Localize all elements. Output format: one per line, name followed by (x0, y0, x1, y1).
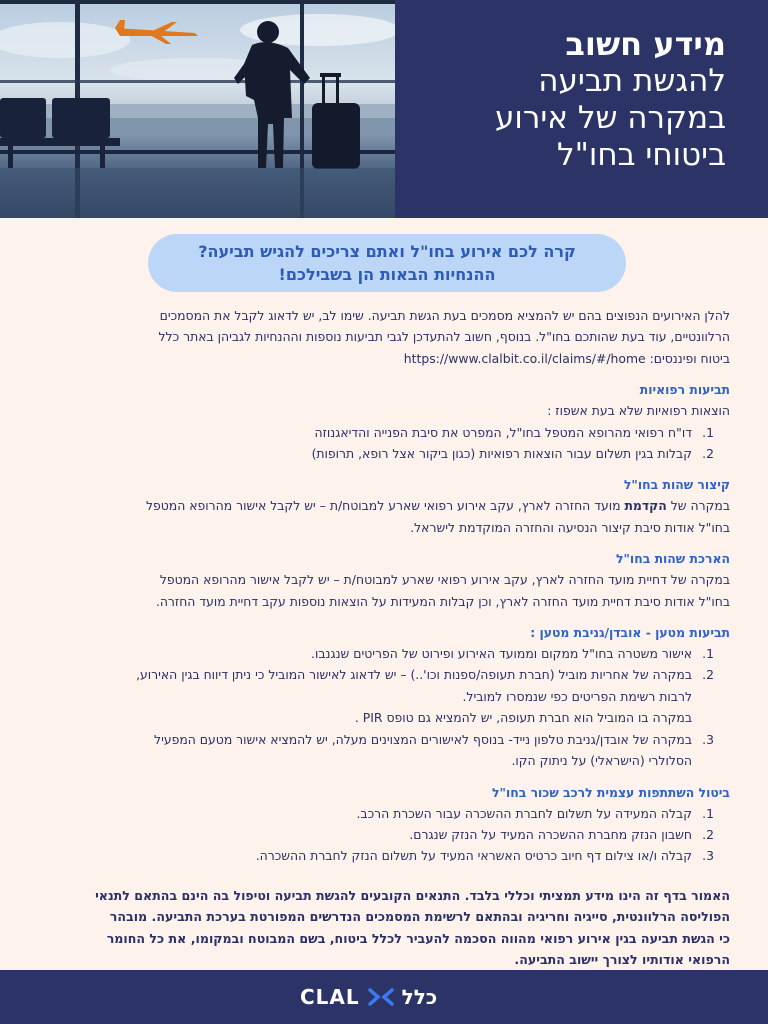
disclaimer-line: כי הגשת תביעה בגין אירוע רפואי מהווה הסכמה להעביר לכלל ביטוח, בשם המבוטח ובמקומו, את כל החומר (106, 930, 730, 946)
callout-line: קרה לכם אירוע בחו"ל ואתם צריכים להגיש תביעה? (198, 242, 576, 261)
list-item (38, 643, 730, 664)
emphasis-text: הקדמת (624, 498, 667, 514)
list-number: 1. (702, 805, 714, 821)
section-medical (38, 379, 730, 464)
airport-photo (0, 0, 395, 218)
callout-bubble (148, 234, 626, 292)
list-number: 1. (702, 424, 714, 440)
list-number: 2. (702, 446, 714, 462)
intro-link-line[interactable]: ביטוח ופיננסים: https://www.clalbit.co.il/claims/#/home (403, 350, 730, 366)
section-title: תביעות מטען - אובדן/גניבת מטען : (530, 625, 730, 641)
suitcase (312, 73, 360, 169)
section-body-line: בחו"ל אודות סיבת דחיית מועד החזרה לארץ, וכן קבלות המעידות על הוצאות נוספות עקב דחיית מועד החזרה. (155, 593, 730, 609)
list-item (38, 443, 730, 464)
disclaimer-line: הפוליסה הרלוונטית, סייגיה וחריגיה ובהתאם לרשימת המסמכים הנדרשים המפורטת בערכת התביעה. מובהר (109, 909, 730, 925)
section-title: ביטול השתתפות עצמית לרכב שכור בחו"ל (492, 784, 730, 800)
list-number: 2. (702, 667, 714, 683)
list-number: 2. (702, 826, 714, 842)
list-number: 1. (702, 646, 714, 662)
list-text: הסלולרי (הישראלי) על ניתוק הקו. (511, 753, 692, 769)
title-box (395, 0, 768, 218)
section-title: קיצור שהות בחו"ל (623, 477, 730, 493)
intro-paragraph (38, 305, 730, 369)
list-item (38, 664, 730, 707)
disclaimer-line: הרפואי אודותיו לצורך יישוב התביעה. (514, 951, 730, 967)
section-body-line: במקרה של דחיית מועד החזרה לארץ, עקב אירוע רפואי שארע למבוטח/ת – יש לקבל אישור מהרופא המטפל (159, 572, 730, 588)
list-text: חשבון הנזק מחברת ההשכרה המעיד על הנזק שנגרם. (409, 826, 692, 842)
footer (0, 970, 768, 1024)
car-list (38, 803, 730, 867)
section-extend-stay (38, 548, 730, 612)
logo-english-text: CLAL (300, 985, 360, 1009)
clal-logo (300, 985, 437, 1009)
section-body-line (38, 495, 730, 516)
list-item (38, 422, 730, 443)
header (0, 0, 768, 218)
main-content (38, 305, 730, 970)
list-item (38, 824, 730, 845)
list-text: קבלות בגין תשלום עבור הוצאות רפואיות (כגון ביקור אצל רופא, תרופות) (311, 446, 692, 462)
text-span: במקרה של (666, 498, 730, 514)
list-item (38, 729, 730, 772)
airport-illustration (0, 0, 395, 218)
list-number: 3. (702, 848, 714, 864)
callout-line: ההנחיות הבאות הן בשבילכם! (278, 265, 496, 284)
section-body-line: בחו"ל אודות סיבת קיצור הנסיעה והחזרה המוקדמת לישראל. (410, 519, 730, 535)
page-subtitle-line: במקרה של אירוע (494, 100, 726, 136)
logo-x-icon (368, 988, 394, 1006)
list-text: לרבות רשימת הפריטים כפי שנמסרו למוביל. (462, 688, 692, 704)
page-subtitle-line: להגשת תביעה (538, 63, 726, 99)
list-text: במקרה של אובדן/גניבת טלפון נייד- בנוסף לאישורים המצוינים מעלה, יש להמציא אישור מטעם המפעיל (154, 731, 692, 747)
intro-line: להלן האירועים הנפוצים בהם יש להמציא מסמכים בעת הגשת תביעה. שימו לב, יש לדאוג לקבל את המסמכים (159, 308, 730, 323)
section-baggage (38, 622, 730, 771)
list-text: במקרה של אחריות מוביל (חברת תעופה/ספנות וכו'..) – יש לדאוג לאישור המוביל כי ניתן דיווח בגין האירוע, (136, 667, 692, 683)
section-lead: הוצאות רפואיות שלא בעת אשפוז : (547, 403, 730, 419)
intro-line: הרלוונטיים, עוד בעת שהותכם בחו"ל. בנוסף, חשוב להתעדכן לגבי תביעות נוספות וההנחיות לגביהן באתר כלל (158, 329, 730, 345)
section-title: הארכת שהות בחו"ל (615, 551, 730, 567)
baggage-note: במקרה בו המוביל הוא חברת תעופה, יש להמציא גם טופס PIR . (354, 710, 692, 726)
section-title: תביעות רפואיות (639, 382, 730, 398)
text-span: מועד החזרה לארץ, עקב אירוע רפואי שארע למבוטח/ת – יש לקבל אישור מהרופא המטפל (145, 498, 625, 514)
page-title: מידע חשוב (565, 25, 726, 63)
waiting-chairs (0, 98, 120, 168)
list-text: אישור משטרה בחו"ל ממקום וממועד האירוע ופירוט של הפריטים שנגנבו. (311, 646, 692, 662)
list-text: דו"ח רפואי מהרופא המטפל בחו"ל, המפרט את סיבת הפנייה והדיאגנוזה (314, 424, 692, 440)
baggage-list-cont (38, 729, 730, 772)
medical-list (38, 422, 730, 465)
list-number: 3. (702, 731, 714, 747)
list-text: קבלה המעידה על תשלום לחברת ההשכרה עבור השכרת הרכב. (356, 805, 692, 821)
disclaimer (38, 885, 730, 971)
list-text: קבלה ו/או צילום דף חיוב כרטיס האשראי המעיד על תשלום הנזק לחברת ההשכרה. (255, 848, 692, 864)
page-subtitle-line: ביטוחי בחו"ל (557, 137, 726, 173)
list-item (38, 845, 730, 866)
section-shorten-stay (38, 474, 730, 538)
section-car-rental (38, 782, 730, 867)
disclaimer-line: האמור בדף זה הינו מידע תמציתי וכללי בלבד. התנאים הקובעים להגשת תביעה וטיפול בה הינם בהתאם לתנאי (95, 887, 730, 903)
list-item (38, 803, 730, 824)
baggage-list (38, 643, 730, 707)
logo-hebrew-text: כלל (401, 985, 438, 1009)
